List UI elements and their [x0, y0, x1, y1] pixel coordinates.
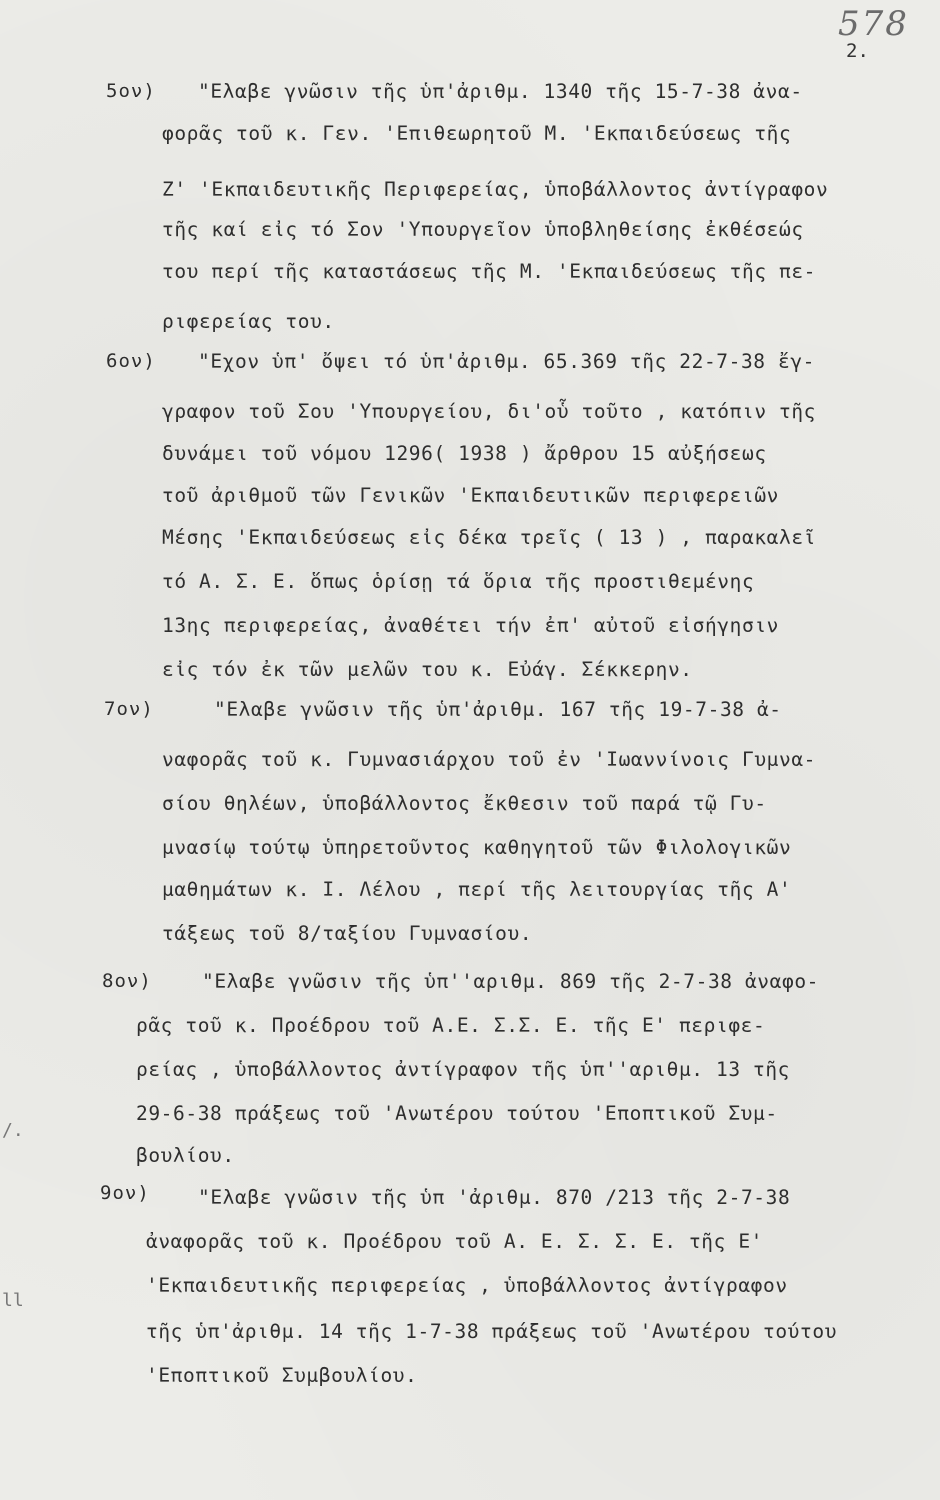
entry-line: τῆς καί εἰς τό Σον 'Υπουργεῖον ὑποβληθείσης ἐκθέσεώς: [162, 218, 804, 241]
entry-line: τῆς ὑπ'ἀριθμ. 14 τῆς 1-7-38 πράξεως τοῦ 'Ανωτέρου τούτου: [146, 1320, 838, 1343]
entry-line: 'Εποπτικοῦ Συμβουλίου.: [146, 1364, 418, 1387]
entry-line: τοῦ ἀριθμοῦ τῶν Γενικῶν 'Εκπαιδευτικῶν περιφερειῶν: [162, 484, 779, 507]
page-number: 2.: [846, 40, 869, 62]
entry-line: 'Εκπαιδευτικῆς περιφερείας , ὑποβάλλοντος ἀντίγραφον: [146, 1274, 788, 1297]
entry-number: 5ον): [106, 80, 156, 102]
entry-line: μαθημάτων κ. Ι. Λέλου , περί τῆς λειτουργίας τῆς Α': [162, 878, 792, 901]
entry-line: ριφερείας του.: [162, 310, 335, 333]
entry-line: σίου θηλέων, ὑποβάλλοντος ἔκθεσιν τοῦ παρά τῷ Γυ-: [162, 792, 767, 815]
entry-number: 8ον): [102, 970, 152, 992]
entry-line: ρείας , ὑποβάλλοντος ἀντίγραφον τῆς ὑπ''αριθμ. 13 τῆς: [136, 1058, 791, 1081]
entry-number: 9ον): [100, 1182, 150, 1204]
entry-number: 7ον): [104, 698, 154, 720]
entry-line: γραφον τοῦ Σου 'Υπουργείου, δι'οὗ τοῦτο , κατόπιν τῆς: [162, 400, 817, 423]
entry-line: βουλίου.: [136, 1144, 235, 1167]
entry-line: "Ελαβε γνῶσιν τῆς ὑπ'ἀριθμ. 167 τῆς 19-7-38 ἀ-: [214, 698, 782, 721]
entry-line: ναφορᾶς τοῦ κ. Γυμνασιάρχου τοῦ ἐν 'Ιωαννίνοις Γυμνα-: [162, 748, 817, 771]
entry-line: ἀναφορᾶς τοῦ κ. Προέδρου τοῦ Α. Ε. Σ. Σ. Ε. τῆς Ε': [146, 1230, 763, 1253]
entry-line: ρᾶς τοῦ κ. Προέδρου τοῦ Α.Ε. Σ.Σ. Ε. τῆς Ε' περιφε-: [136, 1014, 766, 1037]
entry-line: Μέσης 'Εκπαιδεύσεως εἰς δέκα τρεῖς ( 13 ) , παρακαλεῖ: [162, 526, 817, 549]
binding-mark: ll: [2, 1290, 24, 1311]
binding-mark: /.: [2, 1120, 24, 1141]
entry-line: εἰς τόν ἐκ τῶν μελῶν του κ. Εὐάγ. Σέκκερην.: [162, 658, 693, 681]
entry-line: "Ελαβε γνῶσιν τῆς ὑπ'ἀριθμ. 1340 τῆς 15-7-38 ἀνα-: [198, 80, 803, 103]
entry-number: 6ον): [106, 350, 156, 372]
entry-line: "Ελαβε γνῶσιν τῆς ὑπ 'ἀριθμ. 870 /213 τῆς 2-7-38: [198, 1186, 791, 1209]
entry-line: Ζ' 'Εκπαιδευτικῆς Περιφερείας, ὑποβάλλοντος ἀντίγραφον: [162, 178, 829, 201]
entry-line: "Εχον ὑπ' ὄψει τό ὑπ'ἀριθμ. 65.369 τῆς 22-7-38 ἔγ-: [198, 350, 815, 373]
entry-line: μνασίῳ τούτῳ ὑπηρετοῦντος καθηγητοῦ τῶν Φιλολογικῶν: [162, 836, 792, 859]
entry-line: φορᾶς τοῦ κ. Γεν. 'Επιθεωρητοῦ Μ. 'Εκπαιδεύσεως τῆς: [162, 122, 792, 145]
entry-line: του περί τῆς καταστάσεως τῆς Μ. 'Εκπαιδεύσεως τῆς πε-: [162, 260, 817, 283]
entry-line: 13ης περιφερείας, ἀναθέτει τήν ἐπ' αὐτοῦ εἰσήγησιν: [162, 614, 779, 637]
entry-line: τό Α. Σ. Ε. ὅπως ὁρίσῃ τά ὅρια τῆς προστιθεμένης: [162, 570, 755, 593]
handwritten-page-number: 578: [838, 4, 909, 44]
entry-line: τάξεως τοῦ 8/ταξίου Γυμνασίου.: [162, 922, 533, 945]
entry-line: δυνάμει τοῦ νόμου 1296( 1938 ) ἄρθρου 15 αὐξήσεως: [162, 442, 767, 465]
entry-line: 29-6-38 πράξεως τοῦ 'Ανωτέρου τούτου 'Εποπτικοῦ Συμ-: [136, 1102, 778, 1125]
entry-line: "Ελαβε γνῶσιν τῆς ὑπ''αριθμ. 869 τῆς 2-7-38 ἀναφο-: [202, 970, 819, 993]
